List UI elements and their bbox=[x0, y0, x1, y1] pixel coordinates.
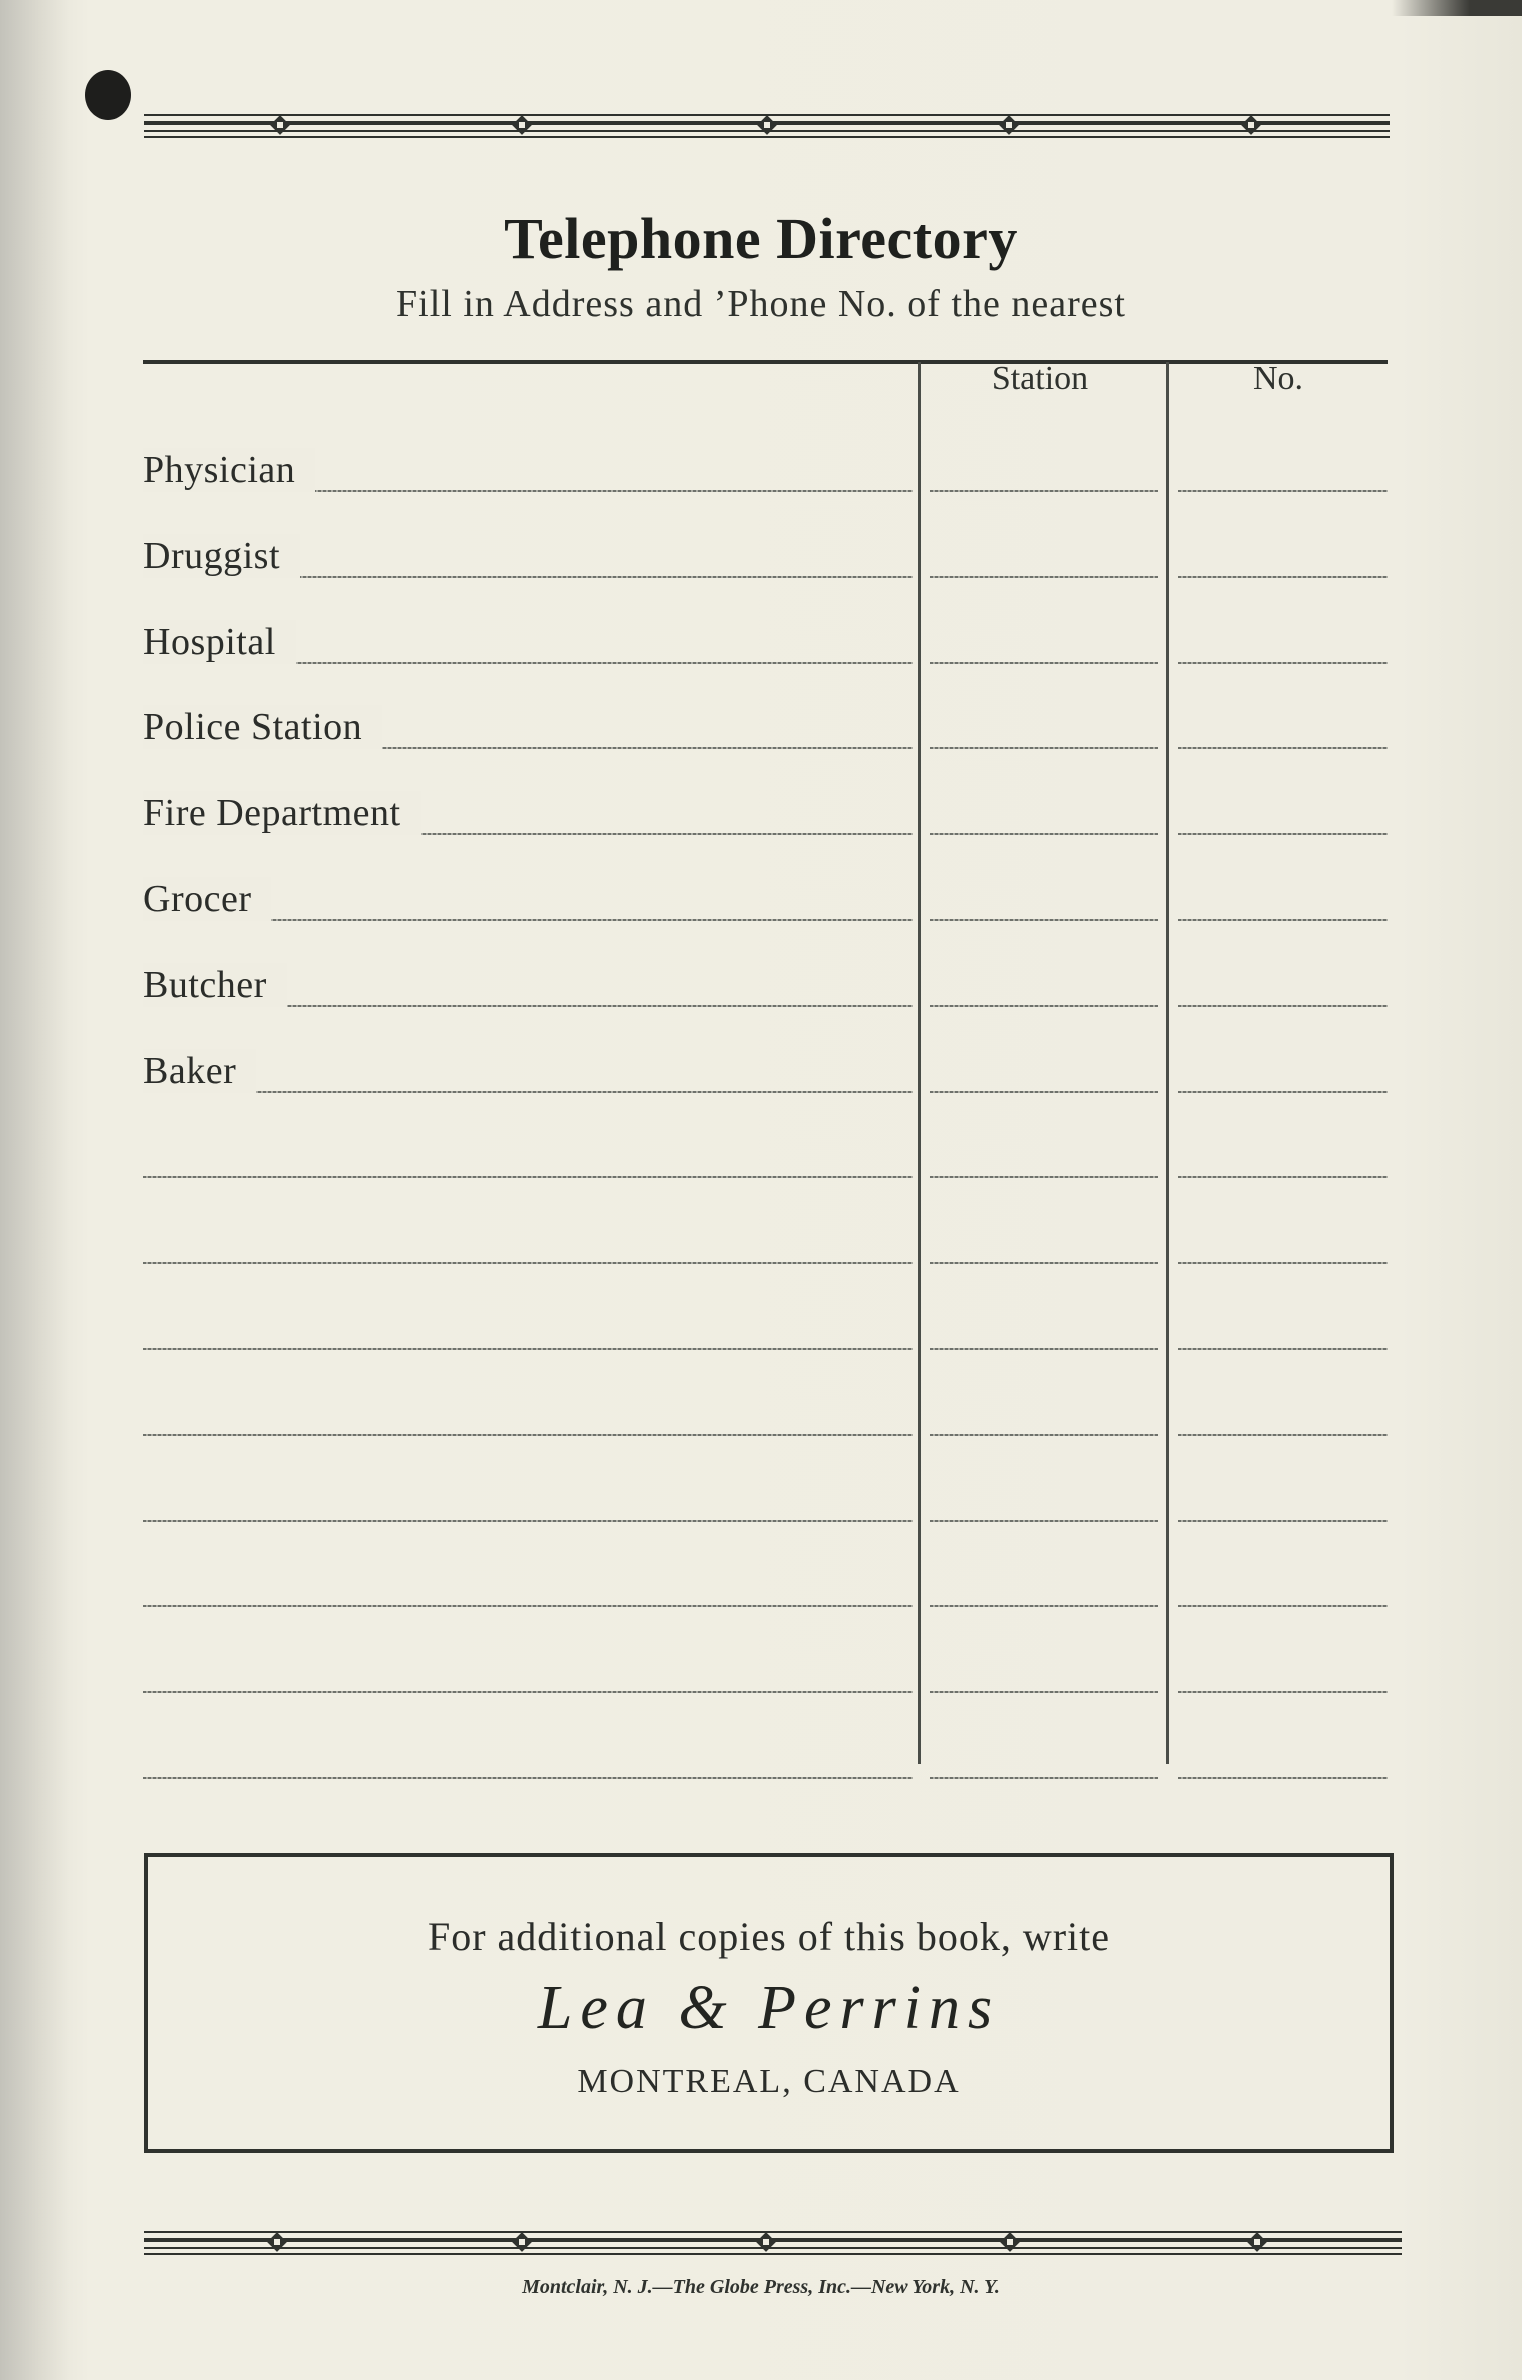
border-ornament-icon bbox=[1237, 113, 1265, 137]
station-fill-line[interactable] bbox=[930, 1605, 1158, 1607]
blank-directory-row bbox=[0, 1106, 1522, 1192]
address-fill-line[interactable] bbox=[143, 1262, 913, 1264]
station-fill-line[interactable] bbox=[930, 1176, 1158, 1178]
blank-directory-row bbox=[0, 1278, 1522, 1364]
number-fill-line[interactable] bbox=[1178, 1176, 1388, 1178]
number-fill-line[interactable] bbox=[1178, 747, 1388, 749]
number-fill-line[interactable] bbox=[1178, 1691, 1388, 1693]
border-ornament-icon bbox=[1243, 2230, 1271, 2254]
publisher-city: MONTREAL, CANADA bbox=[577, 2063, 961, 2100]
number-fill-line[interactable] bbox=[1178, 1262, 1388, 1264]
publisher-name: Lea & Perrins bbox=[537, 1974, 1001, 2042]
directory-entry-label: Grocer bbox=[143, 877, 271, 921]
directory-row bbox=[0, 763, 1522, 849]
station-fill-line[interactable] bbox=[930, 1262, 1158, 1264]
station-column-header: Station bbox=[991, 360, 1089, 397]
blank-directory-row bbox=[0, 1450, 1522, 1536]
station-fill-line[interactable] bbox=[930, 747, 1158, 749]
directory-row bbox=[0, 849, 1522, 935]
border-ornament-icon bbox=[508, 113, 536, 137]
address-fill-line[interactable] bbox=[143, 1777, 913, 1779]
border-ornament-icon bbox=[266, 113, 294, 137]
address-fill-line[interactable] bbox=[143, 1691, 913, 1693]
directory-row bbox=[0, 420, 1522, 506]
page-title: Telephone Directory bbox=[504, 206, 1018, 271]
top-ornamental-border bbox=[144, 110, 1390, 140]
number-fill-line[interactable] bbox=[1178, 662, 1388, 664]
blank-directory-row bbox=[0, 1192, 1522, 1278]
station-fill-line[interactable] bbox=[930, 919, 1158, 921]
station-fill-line[interactable] bbox=[930, 1434, 1158, 1436]
order-notice-box bbox=[144, 1853, 1394, 2153]
station-fill-line[interactable] bbox=[930, 1691, 1158, 1693]
blank-directory-row bbox=[0, 1535, 1522, 1621]
station-fill-line[interactable] bbox=[930, 1777, 1158, 1779]
directory-row bbox=[0, 1021, 1522, 1107]
border-ornament-icon bbox=[753, 113, 781, 137]
address-fill-line[interactable] bbox=[143, 1348, 913, 1350]
printer-imprint: Montclair, N. J.—The Globe Press, Inc.—New York, N. Y. bbox=[522, 2276, 1000, 2298]
border-ornament-icon bbox=[995, 113, 1023, 137]
directory-row bbox=[0, 935, 1522, 1021]
number-fill-line[interactable] bbox=[1178, 1777, 1388, 1779]
station-fill-line[interactable] bbox=[930, 1520, 1158, 1522]
directory-entry-label: Druggist bbox=[143, 534, 300, 578]
number-fill-line[interactable] bbox=[1178, 1005, 1388, 1007]
punch-hole bbox=[85, 70, 131, 120]
page-subtitle: Fill in Address and ’Phone No. of the nearest bbox=[396, 283, 1126, 325]
blank-directory-row bbox=[0, 1621, 1522, 1707]
number-fill-line[interactable] bbox=[1178, 1434, 1388, 1436]
number-fill-line[interactable] bbox=[1178, 833, 1388, 835]
address-fill-line[interactable] bbox=[143, 1605, 913, 1607]
station-fill-line[interactable] bbox=[930, 833, 1158, 835]
directory-row bbox=[0, 592, 1522, 678]
address-fill-line[interactable] bbox=[143, 1091, 913, 1093]
number-column-header: No. bbox=[1252, 360, 1304, 397]
station-fill-line[interactable] bbox=[930, 1091, 1158, 1093]
blank-directory-row bbox=[0, 1707, 1522, 1793]
blank-directory-row bbox=[0, 1364, 1522, 1450]
number-fill-line[interactable] bbox=[1178, 1520, 1388, 1522]
directory-entry-label: Physician bbox=[143, 448, 315, 492]
directory-entry-label: Police Station bbox=[143, 705, 382, 749]
address-fill-line[interactable] bbox=[143, 1434, 913, 1436]
number-fill-line[interactable] bbox=[1178, 490, 1388, 492]
directory-row bbox=[0, 506, 1522, 592]
number-fill-line[interactable] bbox=[1178, 1348, 1388, 1350]
number-fill-line[interactable] bbox=[1178, 1091, 1388, 1093]
number-fill-line[interactable] bbox=[1178, 576, 1388, 578]
station-fill-line[interactable] bbox=[930, 490, 1158, 492]
border-ornament-icon bbox=[752, 2230, 780, 2254]
station-fill-line[interactable] bbox=[930, 662, 1158, 664]
directory-entry-label: Butcher bbox=[143, 963, 287, 1007]
number-fill-line[interactable] bbox=[1178, 919, 1388, 921]
border-ornament-icon bbox=[996, 2230, 1024, 2254]
directory-entry-label: Baker bbox=[143, 1049, 256, 1093]
number-fill-line[interactable] bbox=[1178, 1605, 1388, 1607]
border-ornament-icon bbox=[263, 2230, 291, 2254]
station-fill-line[interactable] bbox=[930, 1348, 1158, 1350]
directory-row bbox=[0, 677, 1522, 763]
directory-entry-label: Hospital bbox=[143, 620, 296, 664]
address-fill-line[interactable] bbox=[143, 1176, 913, 1178]
directory-entry-label: Fire Department bbox=[143, 791, 421, 835]
order-notice-text: For additional copies of this book, write bbox=[427, 1914, 1110, 1959]
page-corner-shadow bbox=[1392, 0, 1522, 16]
station-fill-line[interactable] bbox=[930, 576, 1158, 578]
bottom-ornamental-border bbox=[144, 2227, 1402, 2257]
border-ornament-icon bbox=[508, 2230, 536, 2254]
address-fill-line[interactable] bbox=[143, 1520, 913, 1522]
station-fill-line[interactable] bbox=[930, 1005, 1158, 1007]
